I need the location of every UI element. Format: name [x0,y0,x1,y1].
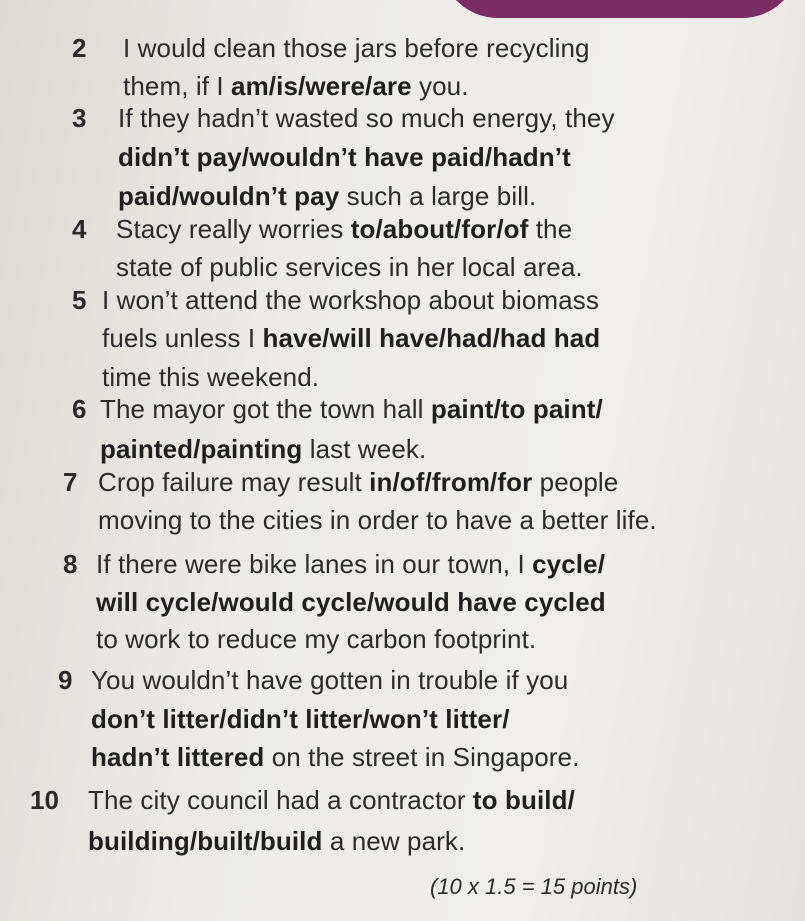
plain-text: you. [411,71,469,101]
decorative-header-bar [440,0,800,18]
question-text-line [88,823,465,859]
plain-text: If there were bike lanes in our town, I [96,549,533,579]
answer-options: painted/painting [100,434,303,464]
question-text-line [88,782,575,818]
question-text-line [96,621,536,657]
plain-text: a new park. [322,826,466,856]
question-number: 2 [72,33,87,63]
question-text-line [96,584,606,620]
plain-text: The city council had a contractor [88,785,473,815]
answer-options: will cycle/would cycle/would have cycled [96,587,606,617]
plain-text: The mayor got the town hall [100,394,431,424]
question-text-line [100,431,426,467]
plain-text: fuels unless I [102,323,263,353]
question-text-line [98,464,618,500]
plain-text: them, if I [123,71,232,101]
answer-options: to/about/for/of [350,214,529,244]
answer-options: paid/wouldn’t pay [118,181,340,211]
question-text-line [91,662,568,698]
answer-options: cycle/ [532,549,606,579]
answer-options: hadn’t littered [91,742,265,772]
question-number: 8 [63,549,78,579]
plain-text: I would clean those jars before recycling [123,33,590,63]
question-text-line [96,546,605,582]
plain-text: Stacy really worries [116,214,351,244]
plain-text: You wouldn’t have gotten in trouble if you [91,665,569,695]
plain-text: Crop failure may result [98,467,370,497]
question-text-line [102,282,599,318]
answer-options: am/is/were/are [231,71,412,101]
question-number: 5 [72,285,87,315]
plain-text: time this weekend. [102,362,320,392]
plain-text: If they hadn’t wasted so much energy, they [118,103,615,133]
question-text-line [123,68,469,104]
answer-options: have/will have/had/had had [262,323,601,353]
plain-text: such a large bill. [339,181,537,211]
points-note: (10 x 1.5 = 15 points) [430,874,638,899]
question-number: 6 [72,394,87,424]
answer-options: paint/to paint/ [430,394,603,424]
question-number: 7 [63,467,78,497]
question-text-line [102,359,319,395]
question-number: 9 [58,665,73,695]
plain-text: to work to reduce my carbon footprint. [96,624,537,654]
plain-text: last week. [302,434,427,464]
question-text-line [118,178,536,214]
question-text-line [118,100,615,136]
plain-text: I won’t attend the workshop about biomass [102,285,599,315]
answer-options: don’t litter/didn’t litter/won’t litter/ [91,704,510,734]
question-text-line [91,739,579,775]
question-text-line [118,139,571,175]
question-text-line [100,391,603,427]
plain-text: the [528,214,573,244]
question-text-line [116,249,583,285]
question-number: 3 [72,103,87,133]
question-number: 4 [72,214,87,244]
answer-options: building/built/build [88,826,323,856]
question-text-line [123,30,590,66]
question-text-line [102,320,600,356]
question-text-line [98,502,657,538]
plain-text: moving to the cities in order to have a better life. [98,505,657,535]
plain-text: on the street in Singapore. [264,742,580,772]
question-text-line [91,701,510,737]
answer-options: didn’t pay/wouldn’t have paid/hadn’t [118,142,571,172]
answer-options: to build/ [472,785,575,815]
plain-text: state of public services in her local area. [116,252,583,282]
question-text-line [116,211,572,247]
question-number: 10 [30,785,59,815]
plain-text: people [532,467,619,497]
answer-options: in/of/from/for [369,467,533,497]
